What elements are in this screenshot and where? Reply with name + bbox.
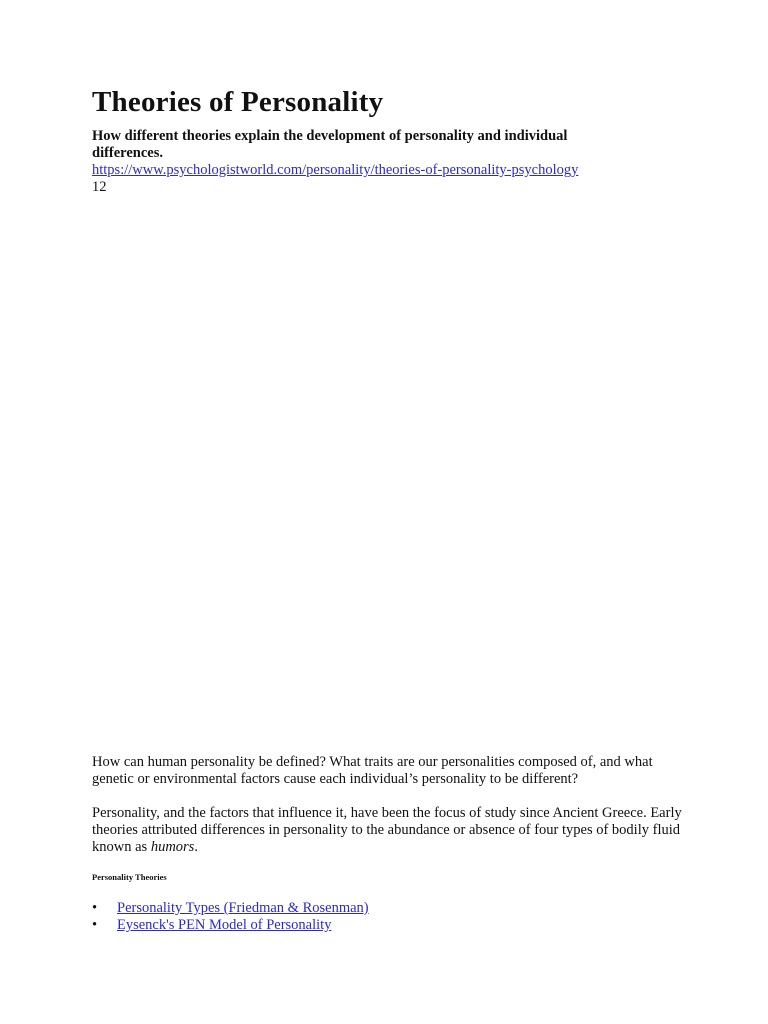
eysenck-pen-link[interactable]: Eysenck's PEN Model of Personality xyxy=(117,917,332,933)
history-paragraph xyxy=(92,805,692,856)
intro-paragraph: How can human personality be defined? What traits are our personalities composed of, and what genetic or environmental factors cause each individual’s personality to be different? xyxy=(92,754,653,787)
list-item xyxy=(92,917,369,934)
subtitle: How different theories explain the development of personality and individual differences. xyxy=(92,128,568,161)
humors-emphasis: humors xyxy=(150,839,195,855)
section-heading: Personality Theories xyxy=(92,872,167,882)
period: . xyxy=(194,839,198,855)
history-text: Personality, and the factors that influence it, have been the focus of study since Ancient Greece. Early theories attributed differences in personality to the abundance or absence of four types of bodily fluid known as xyxy=(92,805,682,855)
personality-types-link[interactable]: Personality Types (Friedman & Rosenman) xyxy=(117,900,369,916)
list-item xyxy=(92,900,369,917)
theory-links-list xyxy=(92,900,369,934)
source-link[interactable]: https://www.psychologistworld.com/personality/theories-of-personality-psychology xyxy=(92,162,579,178)
page-title: Theories of Personality xyxy=(92,86,384,118)
page-number: 12 xyxy=(92,179,107,195)
